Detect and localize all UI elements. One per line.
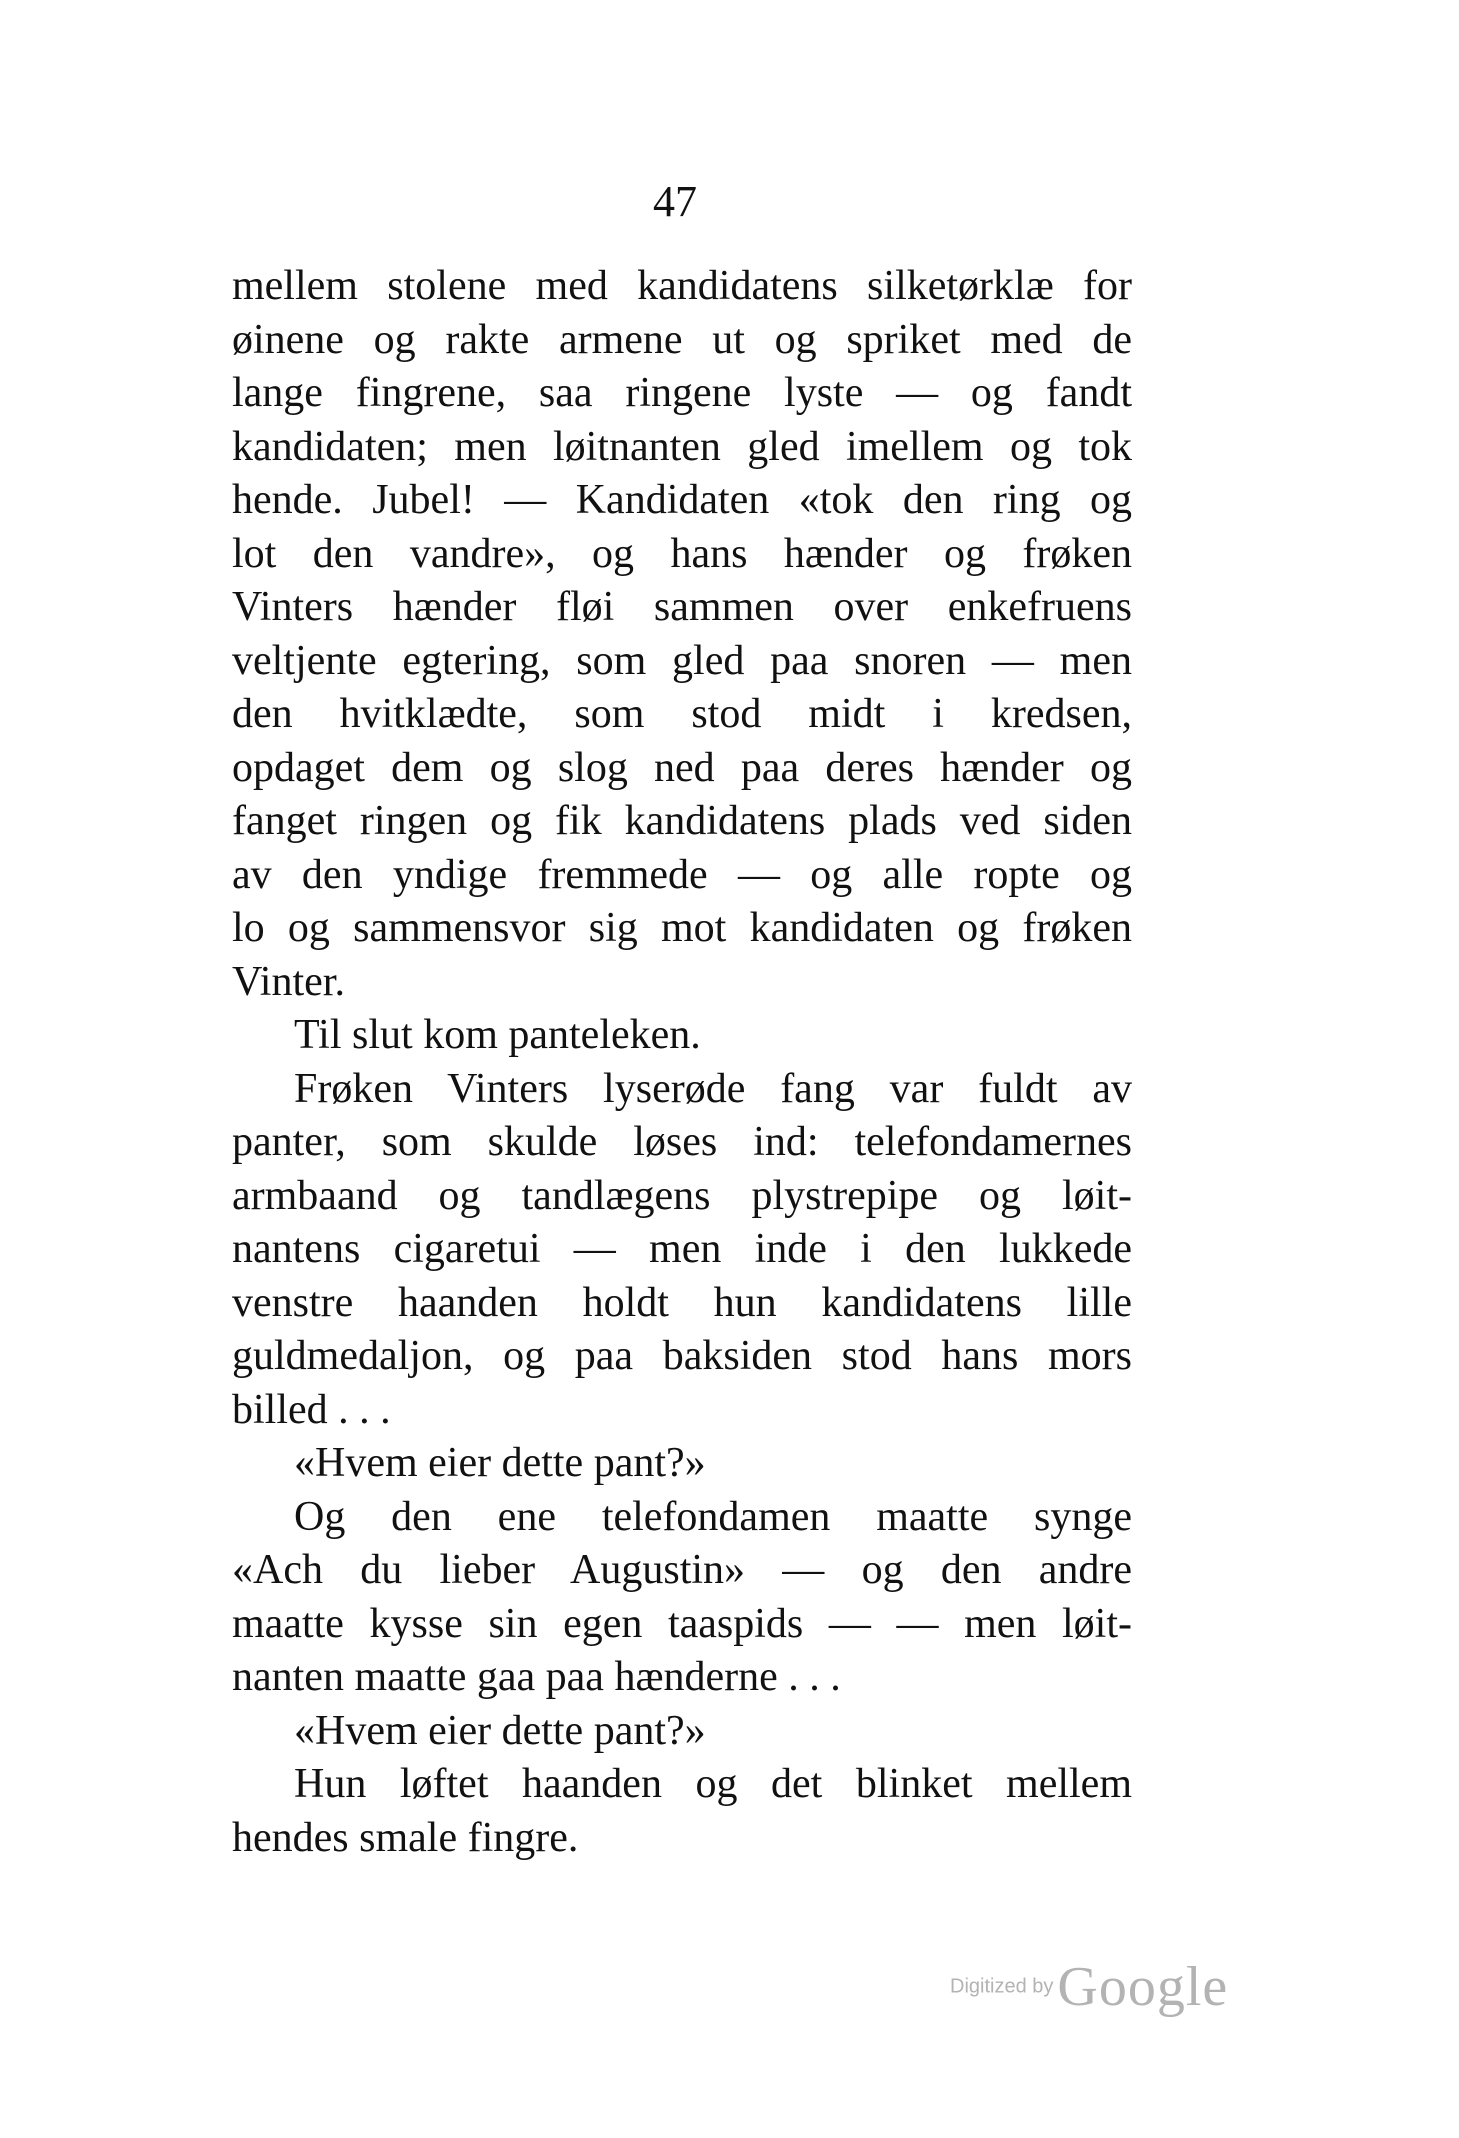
text-line: nanten maatte gaa paa hænderne . . . bbox=[232, 1654, 841, 1700]
text-line: billed . . . bbox=[232, 1386, 391, 1433]
text-line: Til slut kom panteleken. bbox=[294, 1012, 701, 1058]
text-line: fanget ringen og fik kandidatens plads ved siden bbox=[232, 798, 1132, 844]
text-line: Og den ene telefondamen maatte synge bbox=[294, 1493, 1132, 1540]
text-line: veltjente egtering, som gled paa snoren — men bbox=[232, 637, 1132, 684]
watermark-prefix: Digitized by bbox=[950, 1975, 1054, 1998]
text-line: armbaand og tandlægens plystrepipe og løit- bbox=[232, 1172, 1132, 1219]
text-line: Vinter. bbox=[232, 958, 345, 1005]
text-line: av den yndige fremmede — og alle ropte og bbox=[232, 851, 1132, 898]
text-line: hende. Jubel! — Kandidaten «tok den ring og bbox=[232, 477, 1132, 523]
text-line: Hun løftet haanden og det blinket mellem bbox=[294, 1761, 1132, 1807]
text-line: hendes smale fingre. bbox=[232, 1814, 579, 1861]
text-line: Frøken Vinters lyserøde fang var fuldt av bbox=[294, 1065, 1132, 1112]
body-text bbox=[232, 260, 1132, 1865]
page-number: 47 bbox=[653, 177, 697, 226]
text-line: mellem stolene med kandidatens silketørklæ for bbox=[232, 263, 1132, 309]
text-line: venstre haanden holdt hun kandidatens lille bbox=[232, 1279, 1132, 1326]
text-line: panter, som skulde løses ind: telefondamernes bbox=[232, 1119, 1132, 1165]
text-line: Vinters hænder fløi sammen over enkefruens bbox=[232, 584, 1132, 630]
text-line: lot den vandre», og hans hænder og frøken bbox=[232, 530, 1132, 577]
text-line: «Hvem eier dette pant?» bbox=[294, 1440, 706, 1486]
text-line: nantens cigaretui — men inde i den lukkede bbox=[232, 1226, 1132, 1272]
digitized-watermark bbox=[950, 1955, 1228, 2019]
watermark-brand: Google bbox=[1057, 1956, 1229, 2018]
text-line: opdaget dem og slog ned paa deres hænder og bbox=[232, 744, 1132, 791]
text-line: lo og sammensvor sig mot kandidaten og frøken bbox=[232, 905, 1132, 951]
text-line: «Ach du lieber Augustin» — og den andre bbox=[232, 1547, 1132, 1593]
text-line: øinene og rakte armene ut og spriket med de bbox=[232, 316, 1132, 363]
text-line: «Hvem eier dette pant?» bbox=[294, 1707, 706, 1754]
text-line: den hvitklædte, som stod midt i kredsen, bbox=[232, 691, 1132, 737]
text-line: kandidaten; men løitnanten gled imellem og tok bbox=[232, 423, 1132, 470]
text-line: guldmedaljon, og paa baksiden stod hans mors bbox=[232, 1333, 1132, 1379]
text-line: maatte kysse sin egen taaspids — — men løit- bbox=[232, 1600, 1132, 1647]
text-line: lange fingrene, saa ringene lyste — og fandt bbox=[232, 370, 1132, 416]
